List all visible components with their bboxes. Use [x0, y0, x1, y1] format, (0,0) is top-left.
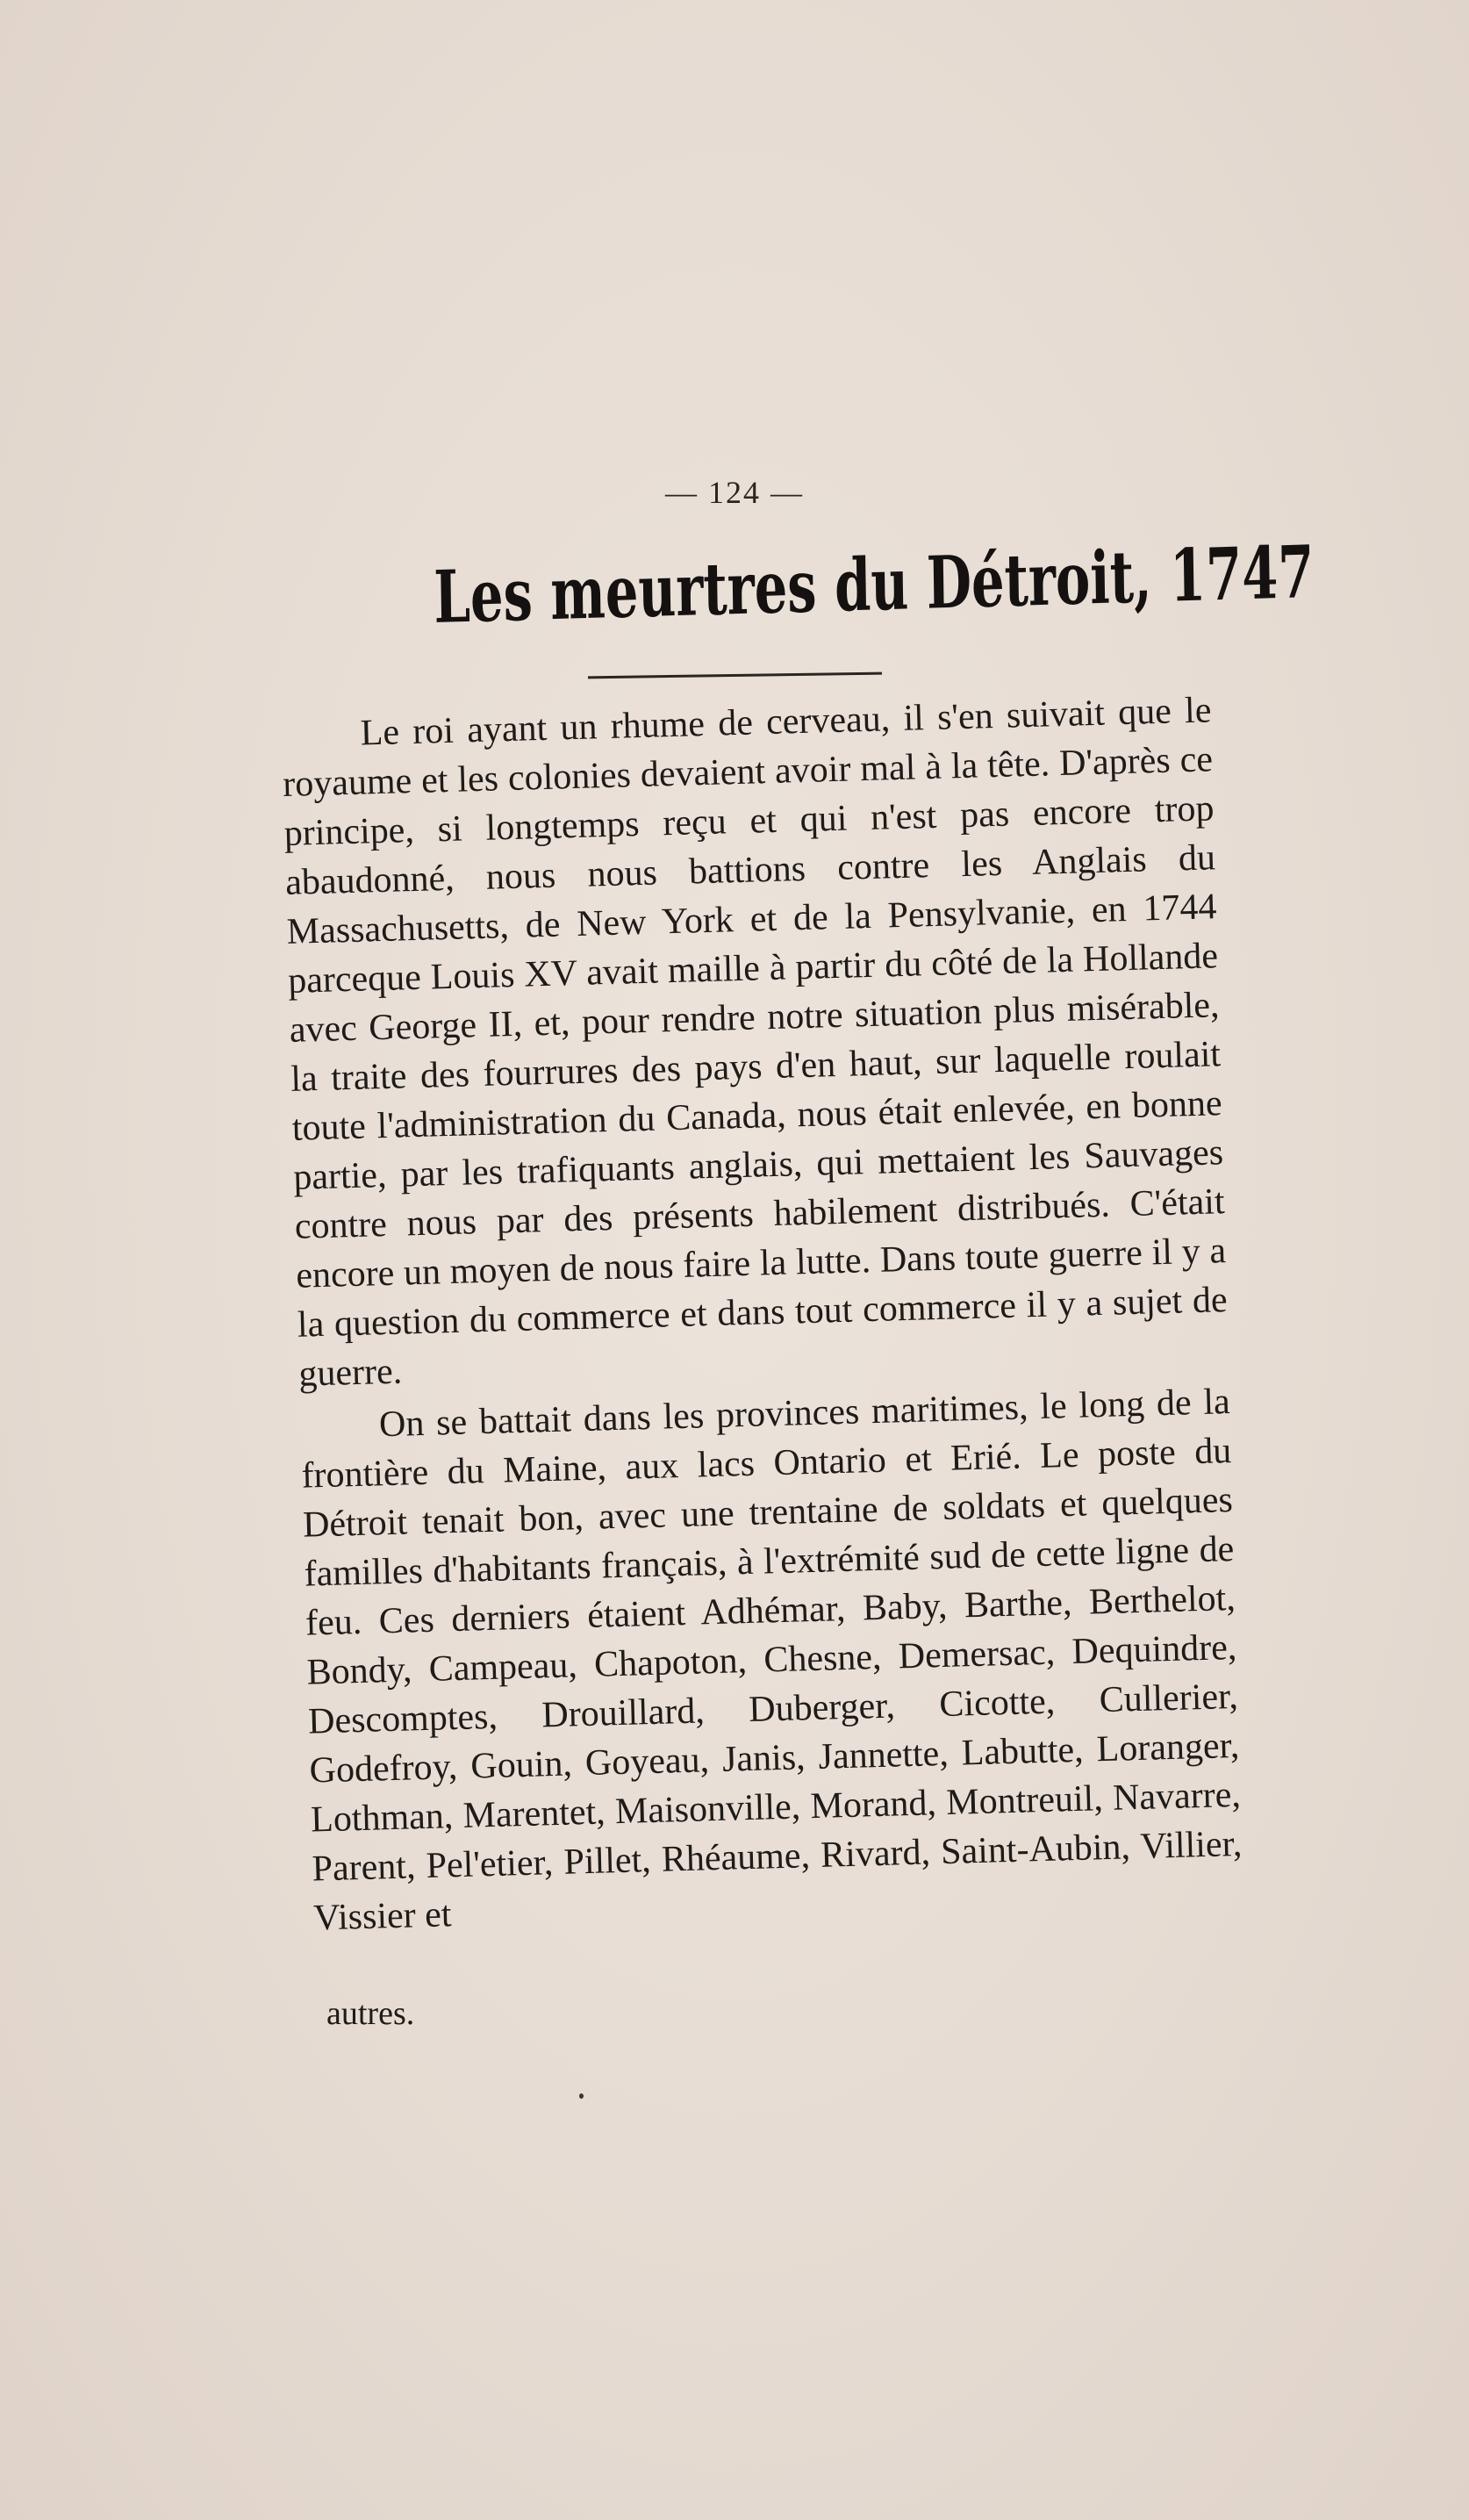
article-body	[281, 686, 1244, 1942]
trailing-line: autres.	[326, 1995, 415, 2032]
page-title: Les meurtres du Détroit, 1747	[433, 529, 1315, 641]
ink-speck	[579, 2093, 584, 2099]
page-number: — 124 —	[665, 475, 804, 510]
title-divider	[588, 672, 882, 679]
paragraph-1: Le roi ayant un rhume de cerveau, il s'en suivait que le royaume et les colonies devaient avoir mal à la tête. D'après ce principe, si longtemps reçu et qui n'est pas encore trop abaudonné, nous nous battions contre les Anglais du Massachusetts, de New York et de la Pensylvanie, en 1744 parceque Louis XV avait maille à partir du côté de la Hollande avec George II, et, pour rendre notre situation plus misérable, la traite des fourrures des pays d'en haut, sur laquelle roulait toute l'administration du Canada, nous était enlevée, en bonne partie, par les trafiquants anglais, qui mettaient les Sauvages contre nous par des présents habilement distribués. C'était encore un moyen de nous faire la lutte. Dans toute guerre il y a la question du commerce et dans tout commerce il y a sujet de guerre.	[282, 690, 1229, 1395]
paragraph-2: On se battait dans les provinces maritimes, le long de la frontière du Maine, aux lacs Ontario et Erié. Le poste du Détroit tenait bon, avec une trentaine de soldats et quelques familles d'habitants français, à l'extrémité sud de cette ligne de feu. Ces derniers étaient Adhémar, Baby, Barthe, Berthelot, Bondy, Campeau, Chapoton, Chesne, Demersac, Dequindre, Descomptes, Drouillard, Duberger, Cicotte, Cullerier, Godefroy, Gouin, Goyeau, Janis, Jannette, Labutte, Loranger, Lothman, Marentet, Maisonville, Morand, Montreuil, Navarre, Parent, Pel'etier, Pillet, Rhéaume, Rivard, Saint-Aubin, Villier, Vissier et	[300, 1382, 1243, 1939]
